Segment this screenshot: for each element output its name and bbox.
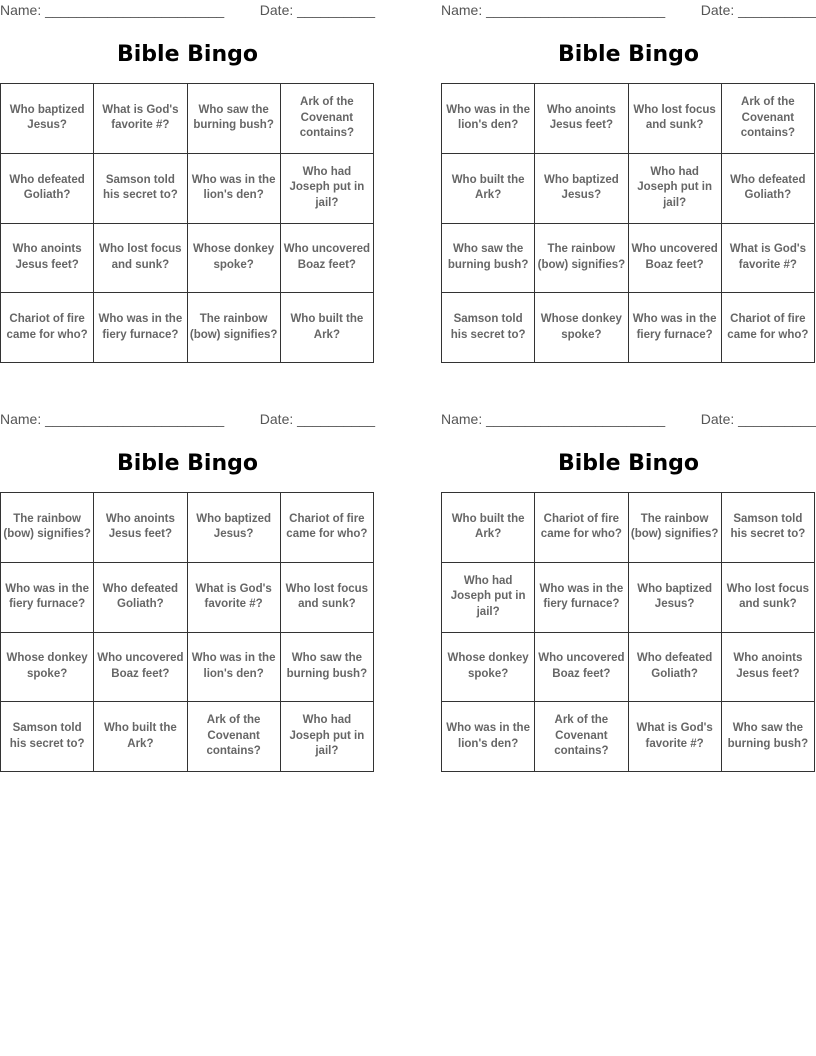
bingo-cell[interactable]: Who defeated Goliath?	[1, 154, 94, 224]
bingo-cell[interactable]: Who baptized Jesus?	[1, 84, 94, 154]
bingo-cell[interactable]: What is God's favorite #?	[629, 702, 722, 772]
bingo-cell[interactable]: Who uncovered Boaz feet?	[281, 224, 374, 294]
bingo-cell[interactable]: Whose donkey spoke?	[442, 633, 535, 703]
date-field[interactable]: Date: __________	[700, 2, 816, 18]
bingo-cell[interactable]: Who had Joseph put in jail?	[629, 154, 722, 224]
bingo-cell[interactable]: Who uncovered Boaz feet?	[535, 633, 628, 703]
bingo-cell[interactable]: Who baptized Jesus?	[535, 154, 628, 224]
bingo-card	[0, 409, 375, 774]
bingo-cell[interactable]: Who saw the burning bush?	[188, 84, 281, 154]
bingo-cell[interactable]: Who saw the burning bush?	[722, 702, 815, 772]
bingo-cell[interactable]: Who saw the burning bush?	[281, 633, 374, 703]
card-title: Bible Bingo	[116, 451, 258, 476]
bingo-cell[interactable]: Whose donkey spoke?	[188, 224, 281, 294]
bingo-cell[interactable]: Who anoints Jesus feet?	[1, 224, 94, 294]
date-field[interactable]: Date: __________	[700, 411, 816, 427]
bingo-cell[interactable]: Samson told his secret to?	[442, 293, 535, 363]
bingo-cell[interactable]: Who had Joseph put in jail?	[442, 563, 535, 633]
bingo-card	[441, 0, 816, 365]
bingo-cell[interactable]: Who uncovered Boaz feet?	[94, 633, 187, 703]
bingo-cell[interactable]: Who was in the fiery furnace?	[629, 293, 722, 363]
bingo-cell[interactable]: Who uncovered Boaz feet?	[629, 224, 722, 294]
bingo-cell[interactable]: Who built the Ark?	[281, 293, 374, 363]
card-title: Bible Bingo	[116, 42, 258, 67]
bingo-cell[interactable]: Chariot of fire came for who?	[281, 493, 374, 563]
bingo-cell[interactable]: Ark of the Covenant contains?	[722, 84, 815, 154]
bingo-cell[interactable]: Who was in the lion's den?	[188, 154, 281, 224]
bingo-cell[interactable]: Whose donkey spoke?	[1, 633, 94, 703]
bingo-cell[interactable]: Chariot of fire came for who?	[1, 293, 94, 363]
bingo-cell[interactable]: Samson told his secret to?	[1, 702, 94, 772]
bingo-cell[interactable]: Who lost focus and sunk?	[281, 563, 374, 633]
bingo-cell[interactable]: What is God's favorite #?	[188, 563, 281, 633]
bingo-cell[interactable]: Who anoints Jesus feet?	[535, 84, 628, 154]
bingo-cell[interactable]: Who defeated Goliath?	[629, 633, 722, 703]
bingo-cell[interactable]: Who lost focus and sunk?	[629, 84, 722, 154]
bingo-cell[interactable]: The rainbow (bow) signifies?	[535, 224, 628, 294]
bingo-cell[interactable]: Who baptized Jesus?	[629, 563, 722, 633]
card-title: Bible Bingo	[557, 42, 699, 67]
bingo-cell[interactable]: Ark of the Covenant contains?	[188, 702, 281, 772]
bingo-cell[interactable]: Who anoints Jesus feet?	[94, 493, 187, 563]
bingo-cell[interactable]: Who saw the burning bush?	[442, 224, 535, 294]
bingo-cell[interactable]: The rainbow (bow) signifies?	[1, 493, 94, 563]
bingo-cell[interactable]: Who lost focus and sunk?	[94, 224, 187, 294]
bingo-cell[interactable]: Samson told his secret to?	[722, 493, 815, 563]
bingo-cell[interactable]: Who lost focus and sunk?	[722, 563, 815, 633]
bingo-cell[interactable]: Who built the Ark?	[442, 154, 535, 224]
bingo-cell[interactable]: Who anoints Jesus feet?	[722, 633, 815, 703]
bingo-cell[interactable]: Who built the Ark?	[94, 702, 187, 772]
bingo-cell[interactable]: Ark of the Covenant contains?	[281, 84, 374, 154]
bingo-grid	[441, 492, 815, 772]
bingo-cell[interactable]: What is God's favorite #?	[94, 84, 187, 154]
bingo-cell[interactable]: Who defeated Goliath?	[722, 154, 815, 224]
bingo-grid	[441, 83, 815, 363]
date-field[interactable]: Date: __________	[259, 2, 375, 18]
bingo-cell[interactable]: Chariot of fire came for who?	[535, 493, 628, 563]
bingo-cell[interactable]: Ark of the Covenant contains?	[535, 702, 628, 772]
card-title: Bible Bingo	[557, 451, 699, 476]
bingo-grid	[0, 83, 374, 363]
bingo-cell[interactable]: Who was in the fiery furnace?	[1, 563, 94, 633]
bingo-cell[interactable]: Who baptized Jesus?	[188, 493, 281, 563]
bingo-cell[interactable]: Who defeated Goliath?	[94, 563, 187, 633]
bingo-cell[interactable]: Who was in the lion's den?	[442, 702, 535, 772]
bingo-cell[interactable]: The rainbow (bow) signifies?	[629, 493, 722, 563]
bingo-cell[interactable]: Chariot of fire came for who?	[722, 293, 815, 363]
bingo-cell[interactable]: The rainbow (bow) signifies?	[188, 293, 281, 363]
bingo-cell[interactable]: What is God's favorite #?	[722, 224, 815, 294]
bingo-cell[interactable]: Who had Joseph put in jail?	[281, 702, 374, 772]
name-field[interactable]: Name: _______________________	[441, 2, 666, 18]
bingo-cell[interactable]: Who was in the lion's den?	[188, 633, 281, 703]
bingo-cell[interactable]: Who was in the fiery furnace?	[94, 293, 187, 363]
date-field[interactable]: Date: __________	[259, 411, 375, 427]
name-field[interactable]: Name: _______________________	[441, 411, 666, 427]
bingo-cell[interactable]: Samson told his secret to?	[94, 154, 187, 224]
bingo-cell[interactable]: Who had Joseph put in jail?	[281, 154, 374, 224]
bingo-cell[interactable]: Who built the Ark?	[442, 493, 535, 563]
bingo-card	[441, 409, 816, 774]
bingo-card	[0, 0, 375, 365]
bingo-cell[interactable]: Whose donkey spoke?	[535, 293, 628, 363]
name-field[interactable]: Name: _______________________	[0, 411, 225, 427]
bingo-grid	[0, 492, 374, 772]
name-field[interactable]: Name: _______________________	[0, 2, 225, 18]
bingo-cell[interactable]: Who was in the lion's den?	[442, 84, 535, 154]
bingo-cell[interactable]: Who was in the fiery furnace?	[535, 563, 628, 633]
